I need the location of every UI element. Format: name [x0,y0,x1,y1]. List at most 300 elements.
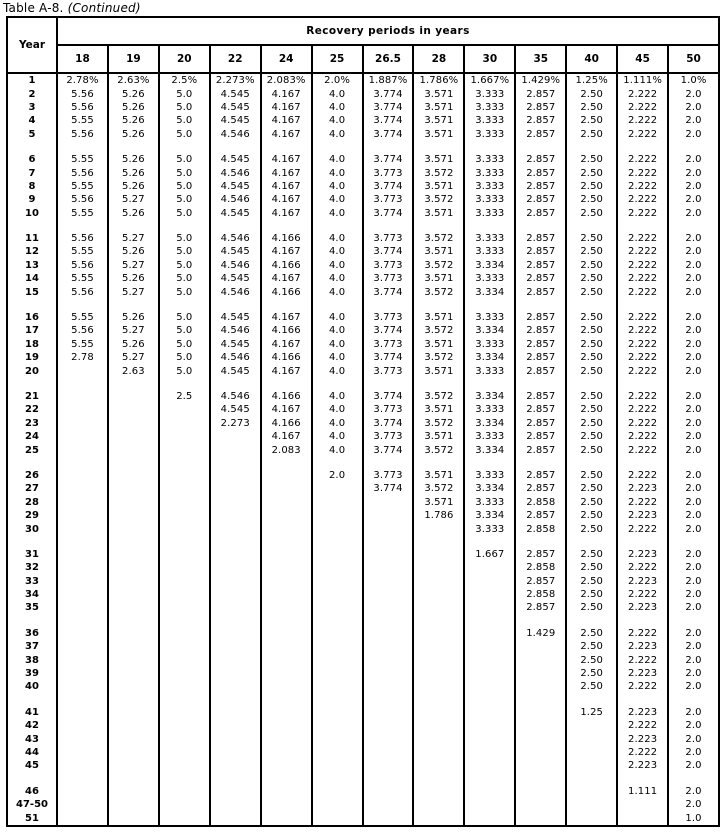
value-cell [312,680,363,693]
value-cell: 5.56 [57,324,108,337]
value-cell: 4.166 [261,259,312,272]
value-cell: 4.0 [312,180,363,193]
value-cell [464,601,515,614]
value-cell: 2.857 [515,324,566,337]
spacer-cell [464,694,515,706]
value-cell [159,667,210,680]
value-cell [312,588,363,601]
block-spacer-row [7,378,719,390]
value-cell [363,522,414,535]
value-cell [617,811,668,825]
spacer-cell [159,615,210,627]
value-cell: 3.333 [464,522,515,535]
column-header-45: 45 [617,45,668,73]
value-cell: 2.222 [617,390,668,403]
value-cell [261,561,312,574]
value-cell: 3.773 [363,364,414,377]
value-cell [464,561,515,574]
value-cell: 4.167 [261,364,312,377]
spacer-year-cell [7,220,57,232]
value-cell [210,588,261,601]
value-cell: 4.0 [312,403,363,416]
value-cell: 2.0 [668,430,719,443]
value-cell: 2.223 [617,732,668,745]
value-cell: 5.56 [57,101,108,114]
spacer-cell [566,220,617,232]
value-cell [108,719,159,732]
value-cell: 2.858 [515,561,566,574]
value-cell [57,417,108,430]
value-cell [261,667,312,680]
value-cell [210,640,261,653]
value-cell [57,482,108,495]
value-cell [413,588,464,601]
value-cell: 2.0 [668,469,719,482]
value-cell: 2.50 [566,285,617,298]
value-cell [261,575,312,588]
value-cell: 4.167 [261,87,312,100]
value-cell [464,680,515,693]
spacer-year-cell [7,694,57,706]
column-header-35: 35 [515,45,566,73]
value-cell: 2.50 [566,324,617,337]
value-cell [210,627,261,640]
value-cell: 5.26 [108,311,159,324]
value-cell: 2.0 [312,469,363,482]
value-cell [57,719,108,732]
value-cell: 5.26 [108,87,159,100]
table-row [7,522,719,535]
value-cell: 2.857 [515,601,566,614]
value-cell: 2.0 [668,417,719,430]
value-cell: 3.774 [363,417,414,430]
value-cell: 4.0 [312,207,363,220]
value-cell [108,430,159,443]
value-cell [515,732,566,745]
value-cell: 5.0 [159,338,210,351]
spacer-cell [210,536,261,548]
year-cell: 44 [7,746,57,759]
value-cell: 2.223 [617,759,668,772]
value-cell [210,522,261,535]
year-cell: 45 [7,759,57,772]
year-cell: 3 [7,101,57,114]
value-cell: 5.0 [159,193,210,206]
value-cell: 3.773 [363,311,414,324]
table-row [7,640,719,653]
column-header-row [7,45,719,73]
value-cell: 2.0 [668,207,719,220]
value-cell: 5.55 [57,207,108,220]
table-row [7,509,719,522]
value-cell: 2.0 [668,482,719,495]
value-cell [159,759,210,772]
value-cell: 4.167 [261,114,312,127]
value-cell [566,811,617,825]
value-cell [363,653,414,666]
value-cell: 4.166 [261,417,312,430]
value-cell [312,561,363,574]
value-cell: 2.857 [515,469,566,482]
year-cell: 4 [7,114,57,127]
value-cell: 2.222 [617,128,668,141]
value-cell: 3.774 [363,207,414,220]
value-cell: 3.571 [413,364,464,377]
year-cell: 37 [7,640,57,653]
table-row [7,548,719,561]
spacer-cell [566,773,617,785]
value-cell [159,482,210,495]
value-cell [261,746,312,759]
value-cell [210,785,261,798]
value-cell [312,653,363,666]
block-spacer-row [7,457,719,469]
spacer-cell [261,457,312,469]
value-cell [312,719,363,732]
year-cell: 36 [7,627,57,640]
value-cell: 2.857 [515,114,566,127]
value-cell [159,522,210,535]
value-cell: 2.50 [566,482,617,495]
value-cell: 2.0 [668,87,719,100]
spacer-cell [413,378,464,390]
value-cell [159,746,210,759]
value-cell: 4.0 [312,193,363,206]
table-row [7,166,719,179]
value-cell [210,601,261,614]
spacer-cell [464,141,515,153]
value-cell: 2.0 [668,259,719,272]
value-cell: 2.50 [566,180,617,193]
value-cell: 2.5 [159,390,210,403]
value-cell: 2.78% [57,73,108,87]
value-cell: 3.333 [464,272,515,285]
value-cell: 2.222 [617,259,668,272]
recovery-periods-header: Recovery periods in years [57,17,719,45]
spacer-cell [210,694,261,706]
spacer-cell [57,694,108,706]
value-cell: 4.546 [210,351,261,364]
value-cell [108,522,159,535]
value-cell [108,509,159,522]
spacer-cell [159,457,210,469]
year-cell: 8 [7,180,57,193]
value-cell: 5.26 [108,338,159,351]
spacer-cell [108,141,159,153]
value-cell: 2.857 [515,364,566,377]
value-cell [464,575,515,588]
value-cell: 2.0 [668,601,719,614]
value-cell [108,443,159,456]
value-cell: 2.50 [566,259,617,272]
spacer-cell [668,378,719,390]
column-header-26.5: 26.5 [363,45,414,73]
year-cell: 39 [7,667,57,680]
table-row [7,232,719,245]
value-cell: 2.223 [617,640,668,653]
spacer-cell [210,220,261,232]
value-cell [464,667,515,680]
value-cell [312,575,363,588]
value-cell: 4.0 [312,114,363,127]
value-cell: 2.50 [566,509,617,522]
value-cell [413,601,464,614]
value-cell: 2.222 [617,338,668,351]
value-cell: 3.333 [464,469,515,482]
table-row [7,798,719,811]
value-cell [108,417,159,430]
value-cell: 4.545 [210,364,261,377]
spacer-cell [617,220,668,232]
value-cell: 1.25% [566,73,617,87]
span-header-row [7,17,719,45]
spacer-cell [108,694,159,706]
value-cell: 5.0 [159,128,210,141]
value-cell [261,496,312,509]
value-cell [312,482,363,495]
year-cell: 38 [7,653,57,666]
value-cell: 4.0 [312,338,363,351]
value-cell: 5.0 [159,114,210,127]
value-cell: 2.0 [668,575,719,588]
value-cell: 1.429% [515,73,566,87]
year-cell: 26 [7,469,57,482]
spacer-cell [363,773,414,785]
value-cell: 4.0 [312,443,363,456]
value-cell: 2.50 [566,469,617,482]
year-cell: 35 [7,601,57,614]
value-cell: 2.857 [515,272,566,285]
value-cell: 5.26 [108,245,159,258]
value-cell: 2.857 [515,207,566,220]
value-cell: 2.0 [668,496,719,509]
value-cell [515,746,566,759]
value-cell [413,627,464,640]
spacer-cell [668,457,719,469]
spacer-cell [566,615,617,627]
value-cell [464,785,515,798]
value-cell [159,430,210,443]
table-row [7,193,719,206]
value-cell [261,798,312,811]
value-cell [210,759,261,772]
spacer-cell [210,141,261,153]
value-cell [363,627,414,640]
value-cell [413,667,464,680]
value-cell [108,811,159,825]
value-cell [261,680,312,693]
spacer-cell [566,457,617,469]
spacer-cell [464,220,515,232]
table-row [7,180,719,193]
value-cell: 3.333 [464,87,515,100]
value-cell: 2.222 [617,680,668,693]
spacer-cell [617,694,668,706]
table-row [7,653,719,666]
value-cell: 5.55 [57,114,108,127]
value-cell [57,403,108,416]
value-cell [159,575,210,588]
value-cell: 5.0 [159,364,210,377]
spacer-cell [363,220,414,232]
table-row [7,759,719,772]
spacer-cell [57,536,108,548]
value-cell: 2.222 [617,324,668,337]
spacer-year-cell [7,536,57,548]
value-cell: 3.333 [464,364,515,377]
value-cell: 2.50 [566,153,617,166]
spacer-cell [108,220,159,232]
value-cell [57,653,108,666]
value-cell [159,680,210,693]
table-row [7,403,719,416]
value-cell [413,759,464,772]
table-header [7,17,719,73]
spacer-cell [57,378,108,390]
value-cell [57,548,108,561]
value-cell [566,719,617,732]
value-cell: 2.222 [617,403,668,416]
value-cell: 4.166 [261,285,312,298]
value-cell: 2.857 [515,232,566,245]
value-cell: 2.50 [566,232,617,245]
value-cell: 3.571 [413,496,464,509]
value-cell: 2.0 [668,680,719,693]
value-cell: 2.0 [668,798,719,811]
year-cell: 41 [7,706,57,719]
table-row [7,706,719,719]
table-row [7,482,719,495]
value-cell: 2.50 [566,193,617,206]
value-cell [57,443,108,456]
value-cell: 5.26 [108,166,159,179]
value-cell: 4.0 [312,166,363,179]
value-cell: 3.572 [413,351,464,364]
value-cell [159,653,210,666]
block-spacer-row [7,141,719,153]
value-cell: 3.334 [464,482,515,495]
value-cell: 3.334 [464,390,515,403]
value-cell [515,706,566,719]
value-cell [312,548,363,561]
value-cell: 2.857 [515,509,566,522]
spacer-cell [363,141,414,153]
spacer-cell [57,457,108,469]
value-cell: 2.0 [668,166,719,179]
value-cell [312,640,363,653]
value-cell [261,759,312,772]
value-cell: 5.0 [159,166,210,179]
value-cell: 3.333 [464,338,515,351]
value-cell [57,798,108,811]
value-cell [312,798,363,811]
spacer-cell [515,299,566,311]
value-cell: 2.857 [515,87,566,100]
value-cell [108,746,159,759]
value-cell [363,719,414,732]
year-cell: 32 [7,561,57,574]
year-cell: 14 [7,272,57,285]
column-header-28: 28 [413,45,464,73]
value-cell: 3.334 [464,509,515,522]
year-cell: 6 [7,153,57,166]
value-cell: 4.167 [261,193,312,206]
year-cell: 19 [7,351,57,364]
value-cell [210,443,261,456]
value-cell: 3.334 [464,285,515,298]
value-cell [57,509,108,522]
value-cell: 5.55 [57,153,108,166]
value-cell: 5.56 [57,232,108,245]
value-cell: 2.857 [515,575,566,588]
value-cell: 3.571 [413,338,464,351]
table-row [7,324,719,337]
value-cell: 3.572 [413,324,464,337]
value-cell: 2.222 [617,364,668,377]
value-cell [57,627,108,640]
value-cell [413,785,464,798]
value-cell [261,811,312,825]
value-cell: 4.0 [312,245,363,258]
value-cell: 2.223 [617,575,668,588]
value-cell: 5.26 [108,114,159,127]
value-cell [515,798,566,811]
spacer-cell [261,773,312,785]
value-cell: 1.0 [668,811,719,825]
value-cell [363,509,414,522]
column-header-20: 20 [159,45,210,73]
value-cell [210,575,261,588]
value-cell: 2.222 [617,245,668,258]
value-cell [363,811,414,825]
value-cell: 1.786% [413,73,464,87]
value-cell [159,561,210,574]
spacer-cell [515,141,566,153]
spacer-cell [261,378,312,390]
value-cell: 5.27 [108,232,159,245]
value-cell: 2.222 [617,588,668,601]
value-cell [159,798,210,811]
spacer-cell [464,299,515,311]
value-cell [57,575,108,588]
value-cell [413,706,464,719]
spacer-cell [363,536,414,548]
value-cell: 2.50 [566,417,617,430]
spacer-cell [261,141,312,153]
value-cell: 3.774 [363,153,414,166]
spacer-cell [515,694,566,706]
value-cell: 3.773 [363,403,414,416]
spacer-cell [159,694,210,706]
spacer-year-cell [7,457,57,469]
value-cell: 4.546 [210,259,261,272]
value-cell: 2.50 [566,272,617,285]
column-header-25: 25 [312,45,363,73]
value-cell [108,667,159,680]
value-cell: 4.0 [312,364,363,377]
table-body [7,73,719,826]
value-cell: 2.50 [566,430,617,443]
year-cell: 29 [7,509,57,522]
spacer-cell [464,536,515,548]
value-cell: 4.545 [210,403,261,416]
spacer-year-cell [7,773,57,785]
value-cell [566,746,617,759]
value-cell [159,732,210,745]
column-header-50: 50 [668,45,719,73]
value-cell [108,680,159,693]
value-cell [515,653,566,666]
